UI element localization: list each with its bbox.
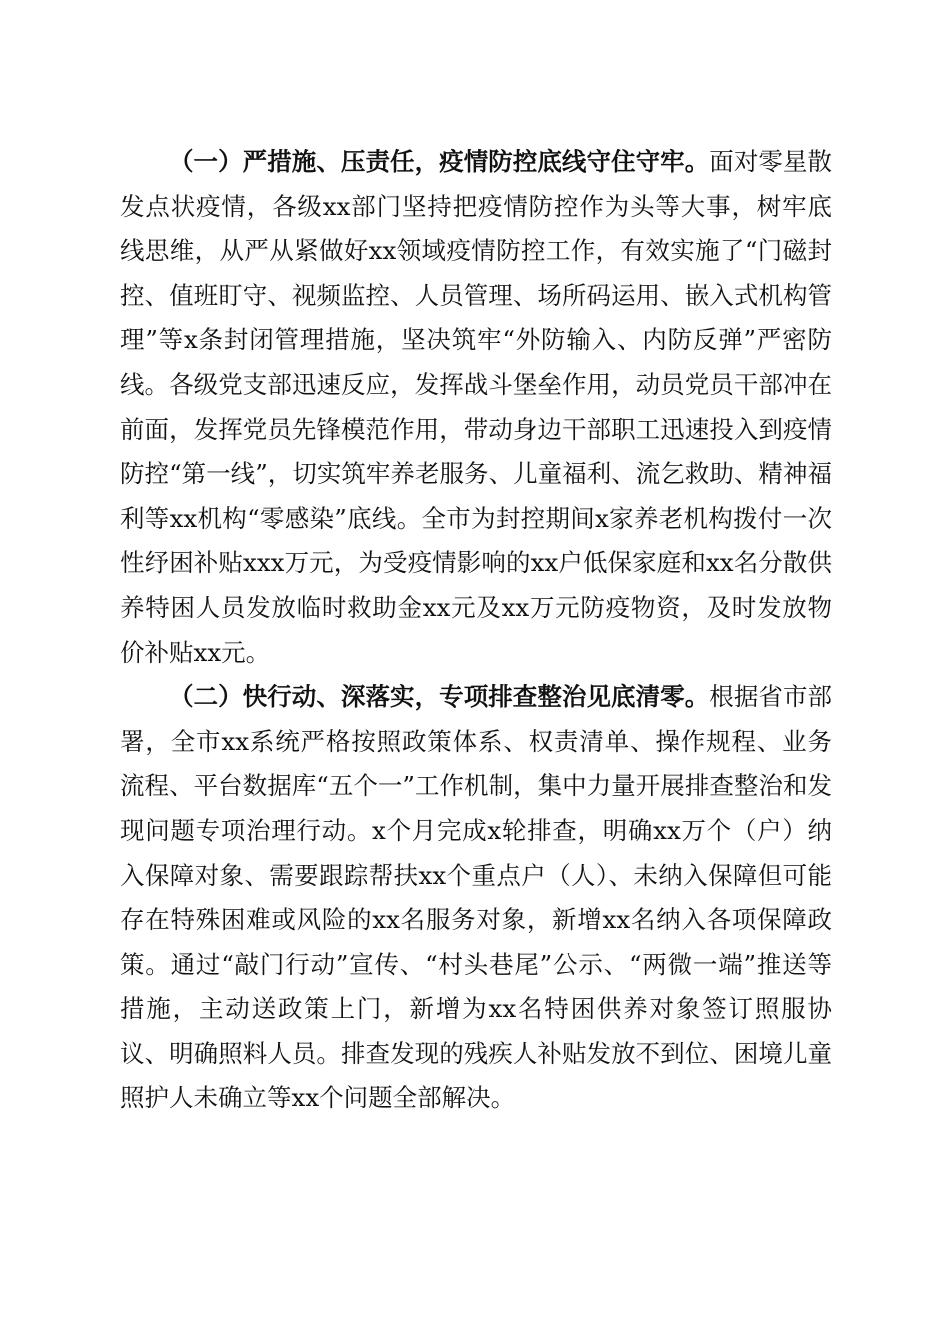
paragraph-1-heading: （一）严措施、压责任，疫情防控底线守住守牢。 bbox=[169, 147, 710, 176]
paragraph-2-body: 根据省市部署，全市xx系统严格按照政策体系、权责清单、操作规程、业务流程、平台数据库“五个一”工作机制，集中力量开展排查整治和发现问题专项治理行动。x个月完成x轮排查，明确xx万个（户）纳入保障对象、需要跟踪帮扶xx个重点户（人）、未纳入保障但可能存在特殊困难或风险的xx名服务对象，新增xx名纳入各项保障政策。通过“敲门行动”宣传、“村头巷尾”公示、“两微一端”推送等措施，主动送政策上门，新增为xx名特困供养对象签订照服协议、明确照料人员。排查发现的残疾人补贴发放不到位、困境儿童照护人未确立等xx个问题全部解决。 bbox=[120, 682, 833, 1113]
paragraph-2 bbox=[120, 675, 832, 1121]
paragraph-1 bbox=[120, 140, 832, 675]
paragraph-1-body: 面对零星散发点状疫情，各级xx部门坚持把疫情防控作为头等大事，树牢底线思维，从严从紧做好xx领域疫情防控工作，有效实施了“门磁封控、值班盯守、视频监控、人员管理、场所码运用、嵌入式机构管理”等x条封闭管理措施，坚决筑牢“外防输入、内防反弹”严密防线。各级党支部迅速反应，发挥战斗堡垒作用，动员党员干部冲在前面，发挥党员先锋模范作用，带动身边干部职工迅速投入到疫情防控“第一线”，切实筑牢养老服务、儿童福利、流乞救助、精神福利等xx机构“零感染”底线。全市为封控期间x家养老机构拨付一次性纾困补贴xxx万元，为受疫情影响的xx户低保家庭和xx名分散供养特困人员发放临时救助金xx元及xx万元防疫物资，及时发放物价补贴xx元。 bbox=[120, 147, 833, 667]
paragraph-2-heading: （二）快行动、深落实，专项排查整治见底清零。 bbox=[169, 682, 710, 712]
document-page bbox=[120, 140, 832, 1121]
